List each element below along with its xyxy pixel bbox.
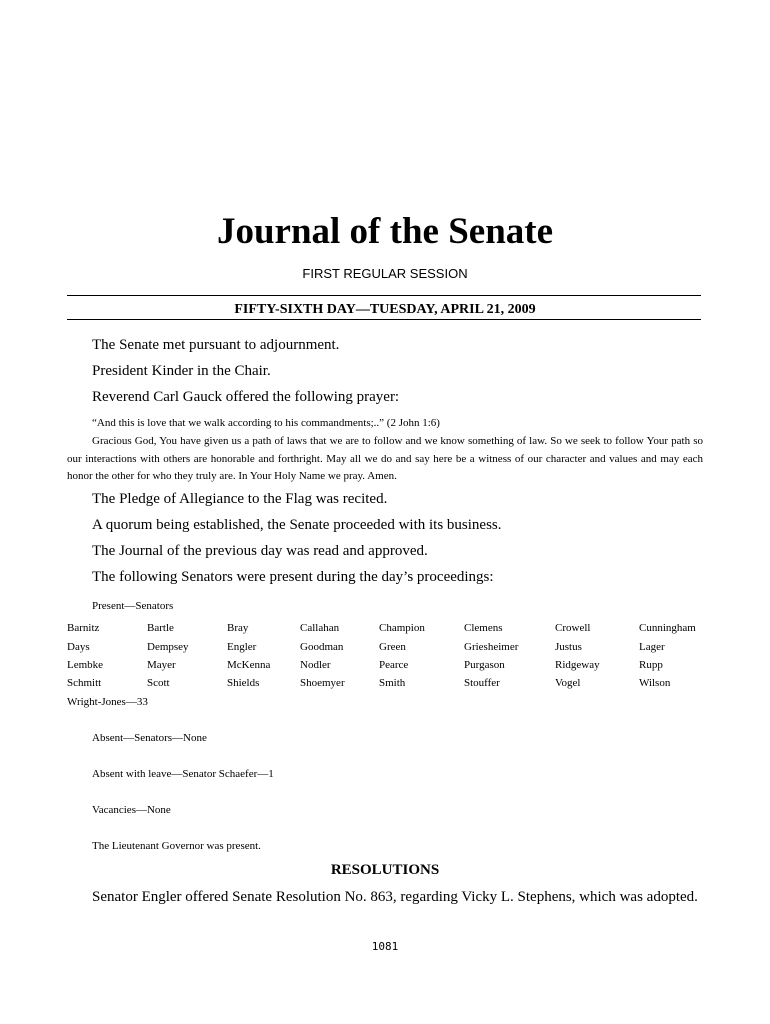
senator-name: Cunningham: [639, 622, 696, 634]
senator-name: Crowell: [555, 622, 591, 634]
senator-name: Engler: [227, 641, 257, 653]
senator-name: Justus: [555, 641, 582, 653]
resolution-text: Senator Engler offered Senate Resolution No. 863, regarding Vicky L. Stephens, which was adopted.: [92, 889, 698, 905]
senator-name: Bray: [227, 622, 249, 634]
top-rule: [67, 295, 701, 296]
resolutions-heading: RESOLUTIONS: [330, 862, 440, 878]
senator-name: Ridgeway: [555, 659, 600, 671]
chair-line: President Kinder in the Chair.: [92, 363, 271, 379]
session-label: FIRST REGULAR SESSION: [302, 266, 468, 281]
senator-name: Pearce: [379, 659, 409, 671]
vacancies-line: Vacancies—None: [92, 804, 171, 816]
senator-name: McKenna: [227, 659, 271, 671]
present-label: Present—Senators: [92, 600, 174, 612]
bottom-rule: [67, 319, 701, 320]
senator-name: Mayer: [147, 659, 176, 671]
senator-name: Bartle: [147, 622, 174, 634]
senator-name: Smith: [379, 677, 406, 689]
journal-line: The Journal of the previous day was read and approved.: [92, 543, 428, 559]
senator-name: Vogel: [555, 677, 581, 689]
prayer-text-content: Gracious God, You have given us a path of laws that we are to follow and we know something of law. So we seek to follow Your path so our interactions with others are honorable and forthright. May all we do and say here be a witness of our character and values and may each honor the other for who they truly are. In Your Holy Name we pray. Amen.: [67, 435, 703, 482]
senator-name: Nodler: [300, 659, 331, 671]
senator-name: Wilson: [639, 677, 671, 689]
present-intro: The following Senators were present during the day’s proceedings:: [92, 569, 494, 585]
senator-name: Shoemyer: [300, 677, 345, 689]
pledge-line: The Pledge of Allegiance to the Flag was recited.: [92, 491, 388, 507]
senator-name: Green: [379, 641, 406, 653]
absent-leave-line: Absent with leave—Senator Schaefer—1: [92, 768, 274, 780]
senator-name: Purgason: [464, 659, 505, 671]
senator-name: Lembke: [67, 659, 104, 671]
senator-name: Barnitz: [67, 622, 100, 634]
quorum-line: A quorum being established, the Senate proceeded with its business.: [92, 517, 502, 533]
lt-governor-line: The Lieutenant Governor was present.: [92, 840, 261, 852]
senator-name: Goodman: [300, 641, 344, 653]
scripture-quote: “And this is love that we walk according to his commandments;..” (2 John 1:6): [92, 417, 440, 429]
senator-name: Schmitt: [67, 677, 102, 689]
senator-name: Scott: [147, 677, 170, 689]
senator-name: Griesheimer: [464, 641, 519, 653]
senator-name: Stouffer: [464, 677, 500, 689]
senator-name: Champion: [379, 622, 425, 634]
page-title: Journal of the Senate: [216, 211, 554, 252]
page-number: 1081: [371, 940, 399, 953]
day-heading: FIFTY-SIXTH DAY—TUESDAY, APRIL 21, 2009: [234, 302, 536, 317]
senator-name: Shields: [227, 677, 260, 689]
roll-call-total: Wright-Jones—33: [67, 696, 148, 708]
senator-name: Clemens: [464, 622, 503, 634]
senator-name: Callahan: [300, 622, 340, 634]
absent-line: Absent—Senators—None: [92, 732, 207, 744]
senator-name: Dempsey: [147, 641, 189, 653]
senator-name: Lager: [639, 641, 665, 653]
adjournment-line: The Senate met pursuant to adjournment.: [92, 337, 340, 353]
prayer-text: [67, 433, 703, 486]
senator-name: Days: [67, 641, 90, 653]
prayer-intro: Reverend Carl Gauck offered the following prayer:: [92, 389, 400, 405]
senator-name: Rupp: [639, 659, 663, 671]
